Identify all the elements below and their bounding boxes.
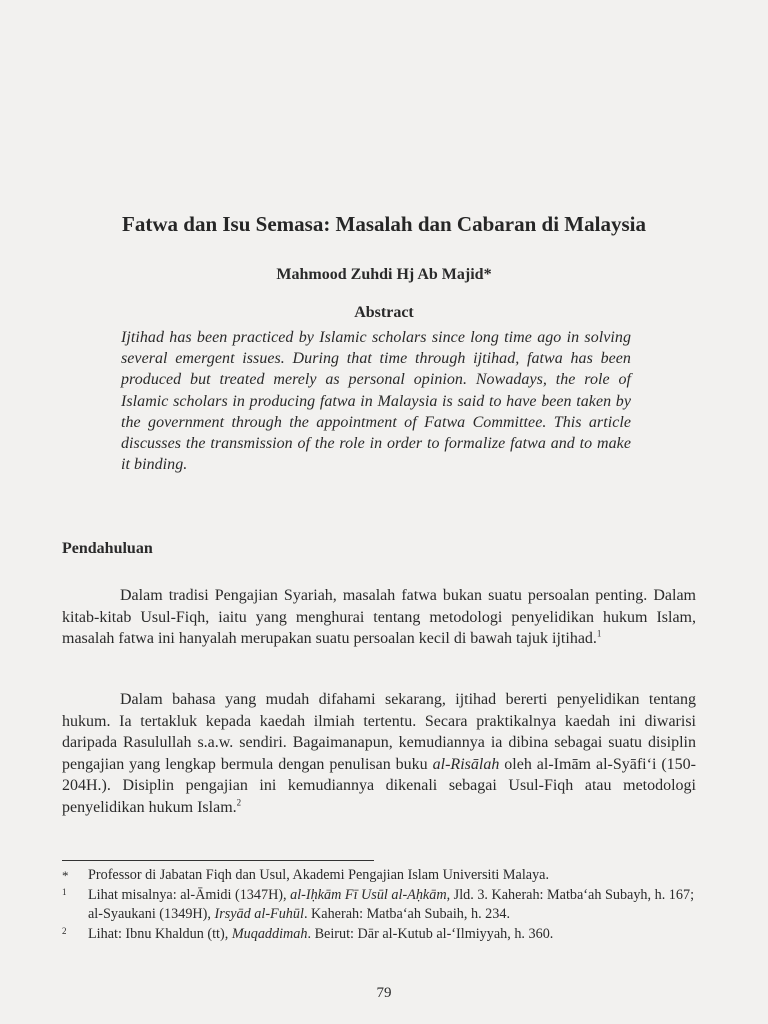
footnote-text: Lihat misalnya: al-Āmidi (1347H), [88,886,291,903]
footnote-1 [62,886,696,925]
footnote-book-title: Irsyād al-Fuhūl [214,906,304,923]
footnote-book-title: Muqaddimah [231,925,308,942]
page-number: 79 [376,985,392,1001]
book-title: al-Risālah [432,755,500,773]
paragraph-1-text: Dalam tradisi Pengajian Syariah, masalah fatwa bukan suatu persoalan penting. Dalam kitab-kitab Usul-Fiqh, iaitu yang menghurai tentang metodologi penyelidikan hukum Islam, masalah fatwa ini hanyalah merupakan suatu persoalan kecil di bawah tajuk ijtihad. [62,587,696,648]
footnotes [62,866,696,944]
author-name: Mahmood Zuhdi Hj Ab Majid* [276,266,492,283]
footnote-ref-1[interactable]: 1 [596,628,602,639]
section-heading: Pendahuluan [62,540,153,557]
article-title: Fatwa dan Isu Semasa: Masalah dan Cabaran di Malaysia [122,212,646,236]
footnote-text: , Jld. 3. Kaherah: Matba‘ah Subayh, h. 167; al-Syaukani (1349H), [88,886,695,923]
footnote-text: . Kaherah: Matba‘ah Subaih, h. 234. [303,906,510,923]
footnote-mark: * [62,868,69,883]
footnote-author [62,866,696,886]
paragraph-2-text-before: Dalam bahasa yang mudah difahami sekarang, ijtihad bererti penyelidikan tentang hukum. Ia tertakluk kepada kaedah ilmiah tertentu. Secara praktikalnya kaedah ini diwarisi daripada Rasulullah s.a.w. sendiri. Bagaimanapun, kemudiannya ia dibina sebagai suatu disiplin pengajian yang lengkap bermula dengan penulisan buku [62,691,696,773]
footnote-mark: 1 [62,886,67,897]
abstract-body: Ijtihad has been practiced by Islamic scholars since long time ago in solving several emergent issues. During that time through ijtihad, fatwa has been produced but treated merely as personal opinion. Nowadays, the role of Islamic scholars in producing fatwa in Malaysia is said to have been taken by the government through the appointment of Fatwa Committee. This article discusses the transmission of the role in order to formalize fatwa and to make it binding. [121,329,631,474]
paragraph-1 [62,585,696,650]
abstract-heading: Abstract [354,304,414,321]
footnote-text: Professor di Jabatan Fiqh dan Usul, Akademi Pengajian Islam Universiti Malaya. [88,867,550,883]
footnote-divider [62,860,374,861]
footnote-book-title: al-Iḥkām Fī Usūl al-Aḥkām [290,886,447,903]
footnote-text: Lihat: Ibnu Khaldun (tt), [88,925,232,942]
footnote-ref-2[interactable]: 2 [236,797,242,808]
paragraph-2-text-after: oleh al-Imām al-Syāfi‘i (150-204H.). Disiplin pengajian ini kemudiannya dikenali sebagai Usul-Fiqh atau metodologi penyelidikan hukum Islam. [62,755,697,816]
footnote-mark: 2 [62,925,67,936]
footnote-text: . Beirut: Dār al-Kutub al-‘Ilmiyyah, h. 360. [307,925,554,942]
footnote-2 [62,925,696,945]
paragraph-2 [62,689,696,819]
